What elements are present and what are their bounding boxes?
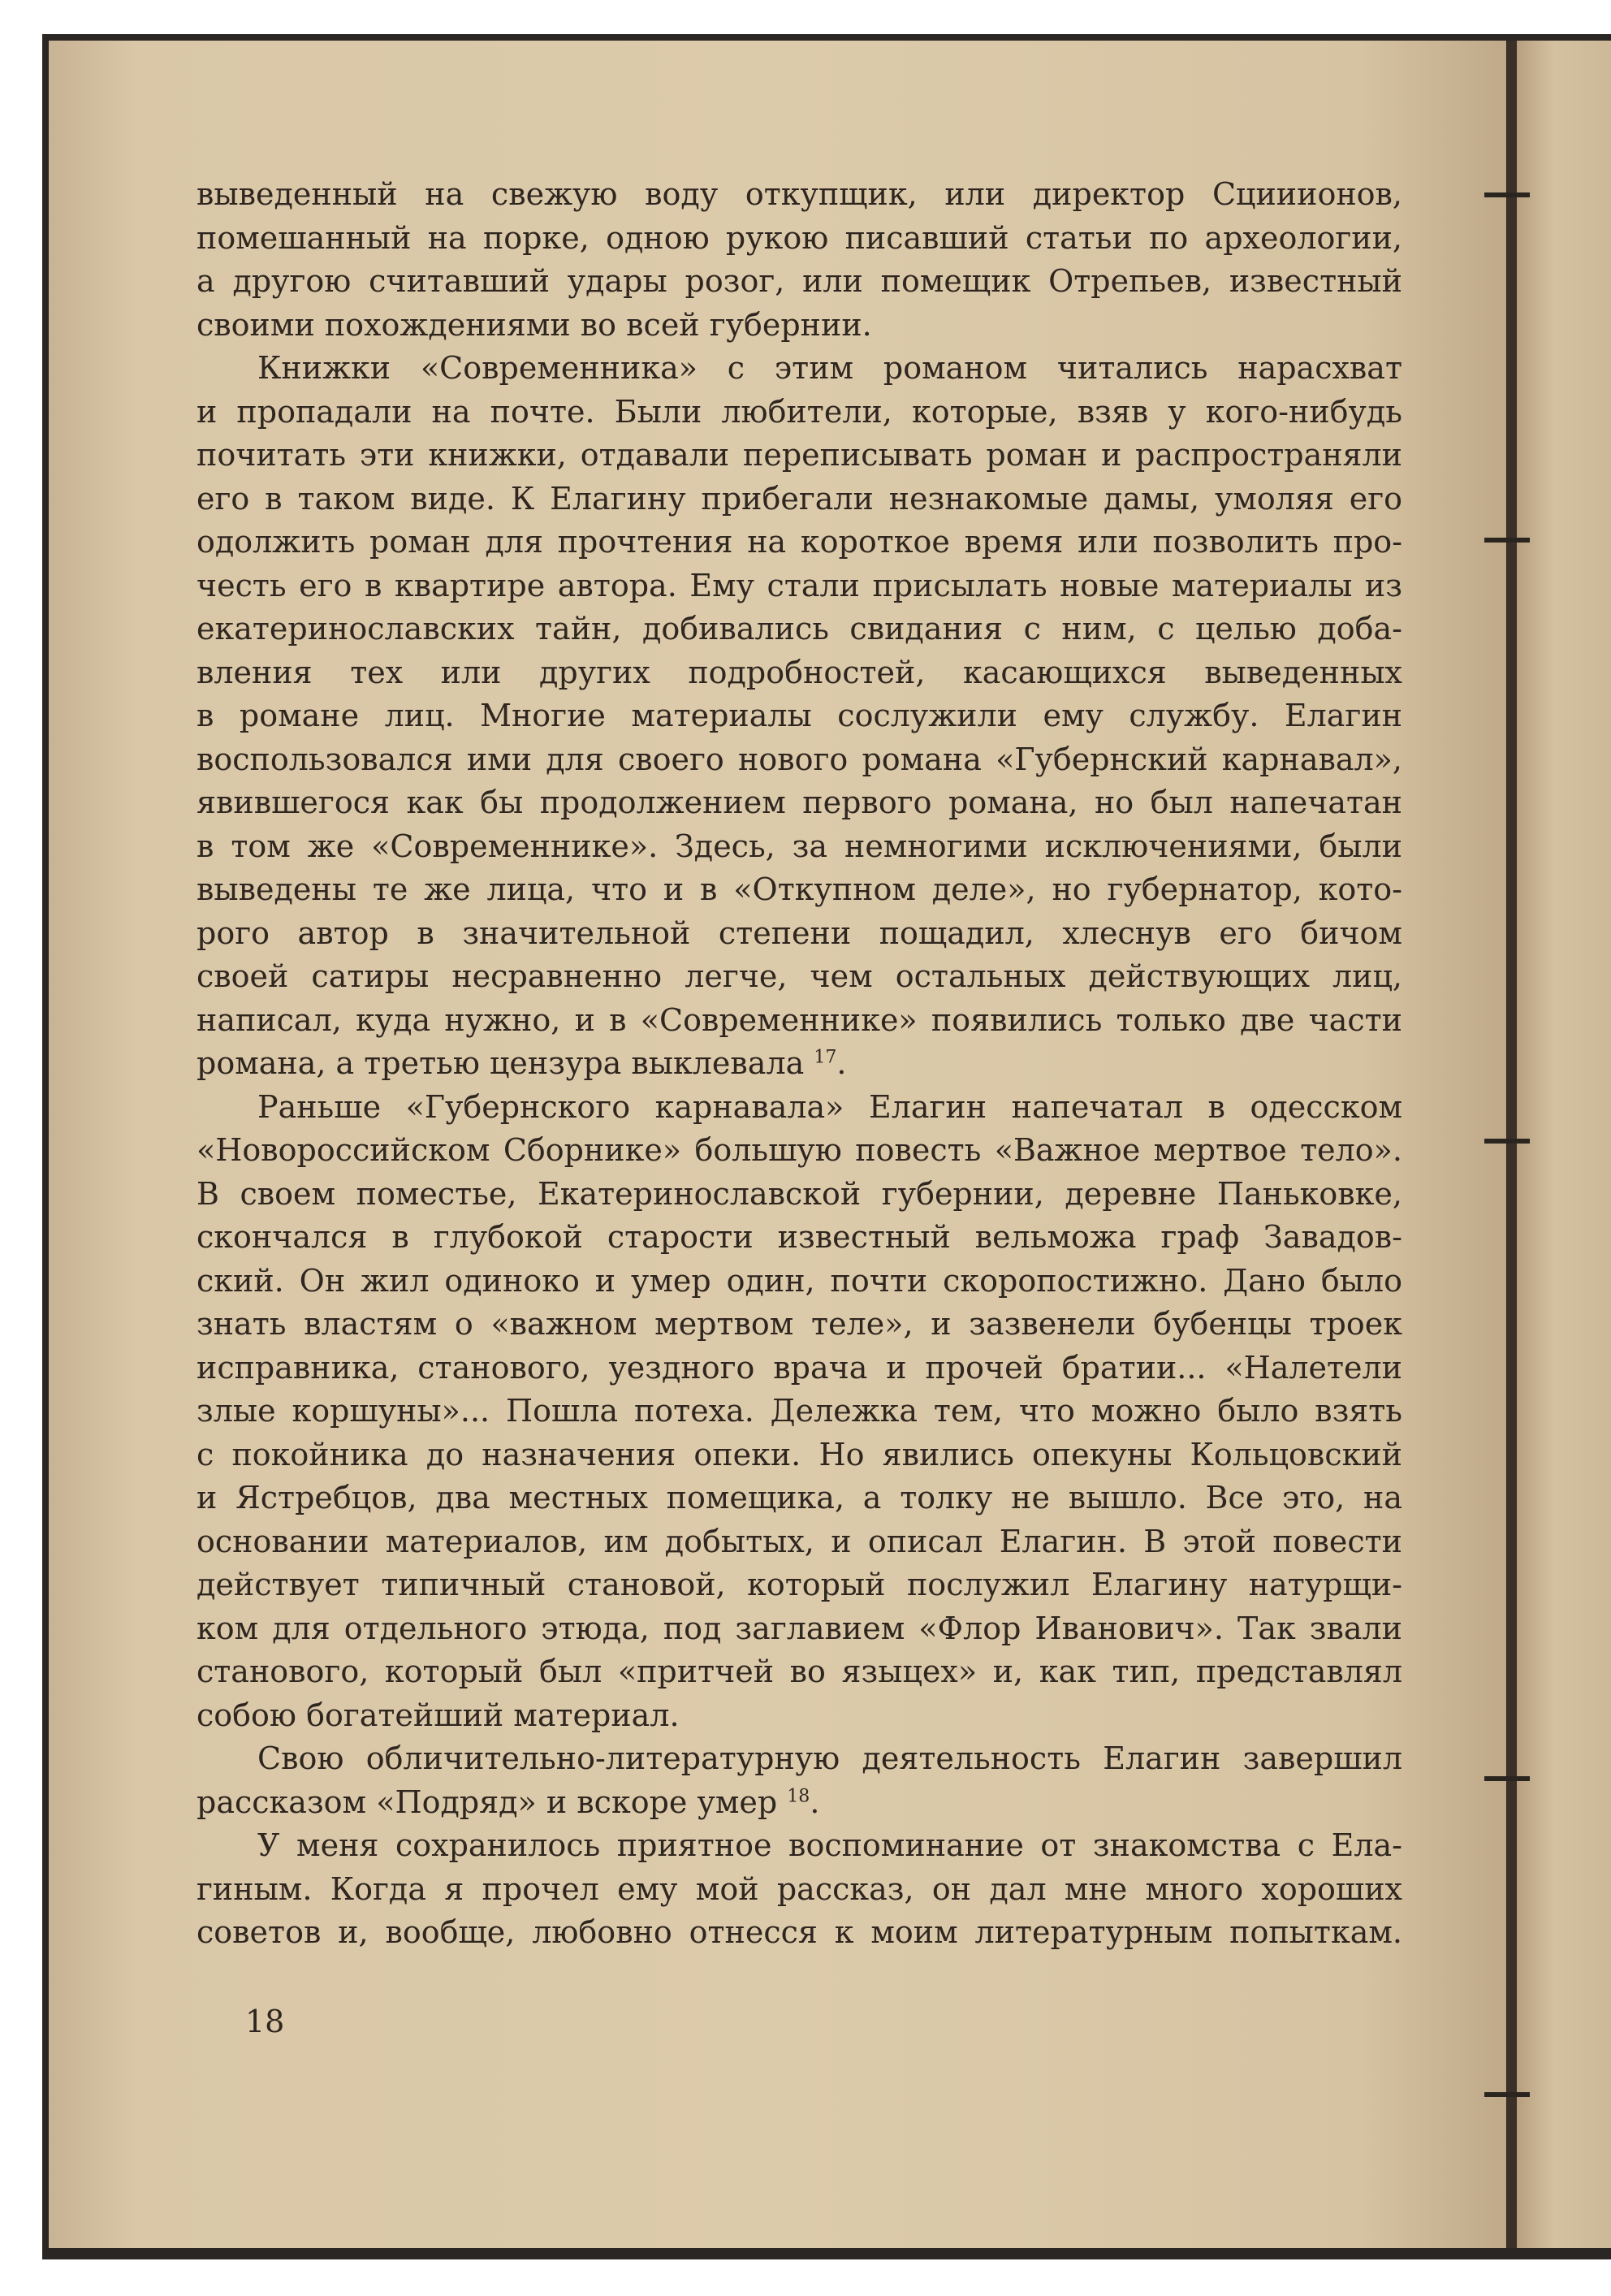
- text-line: [197, 694, 1402, 738]
- text-line: [197, 1216, 1402, 1260]
- text-line-content: с покойника до назначения опеки. Но явились опекуны Кольцовский: [197, 1436, 1402, 1472]
- text-line: [197, 738, 1402, 782]
- text-line: [197, 564, 1402, 608]
- text-line-content: основании материалов, им добытых, и описал Елагин. В этой повести: [197, 1523, 1402, 1559]
- text-line: [197, 260, 1402, 304]
- text-line: [197, 1303, 1402, 1347]
- text-line-content: знать властям о «важном мертвом теле», и зазвенели бубенцы троек: [197, 1306, 1402, 1342]
- trailing-punctuation: .: [836, 1045, 847, 1081]
- text-line-content: собою богатейший материал.: [197, 1697, 680, 1733]
- binding-stitch: [1484, 2092, 1530, 2097]
- text-line-content: действует типичный становой, который послужил Елагину натурщи-: [197, 1567, 1402, 1602]
- text-line: [197, 825, 1402, 869]
- text-line: [197, 217, 1402, 261]
- text-line-content: и Ястребцов, два местных помещика, а толку не вышло. Все это, на: [197, 1480, 1402, 1516]
- text-line: [197, 1694, 1402, 1738]
- body-text: [197, 173, 1402, 1955]
- text-line-content: В своем поместье, Екатеринославской губернии, деревне Паньковке,: [197, 1175, 1402, 1212]
- text-line: [197, 1390, 1402, 1433]
- text-line-content: Свою обличительно-литературную деятельность Елагин завершил: [257, 1740, 1402, 1776]
- text-line: [197, 1260, 1402, 1304]
- text-line: [197, 651, 1402, 695]
- text-line-content: выведены те же лица, что и в «Откупном деле», но губернатор, кото-: [197, 871, 1402, 907]
- footnote-ref: 17: [814, 1047, 837, 1068]
- page-number: 18: [245, 2004, 285, 2039]
- text-line-content: выведенный на свежую воду откупщик, или директор Сцииионов,: [197, 176, 1402, 212]
- text-line: [197, 999, 1402, 1043]
- text-line: [197, 1868, 1402, 1912]
- text-line: [197, 1824, 1402, 1868]
- footnote-ref: 18: [787, 1785, 810, 1806]
- text-line-content: помешанный на порке, одною рукою писавший статьи по археологии,: [197, 219, 1402, 256]
- text-line-content: «Новороссийском Сборнике» большую повесть «Важное мертвое тело».: [197, 1132, 1402, 1168]
- text-line-content: а другою считавший удары розог, или помещик Отрепьев, известный: [197, 263, 1402, 299]
- text-line: [197, 1607, 1402, 1651]
- text-line: [197, 304, 1402, 348]
- text-line-content: гиным. Когда я прочел ему мой рассказ, он дал мне много хороших: [197, 1870, 1402, 1907]
- text-line: [197, 1129, 1402, 1173]
- text-line: [197, 955, 1402, 999]
- text-line-content: в романе лиц. Многие материалы сослужили ему службу. Елагин: [197, 698, 1402, 733]
- text-line-content: почитать эти книжки, отдавали переписывать роман и распространяли: [197, 437, 1402, 473]
- text-line: [197, 1737, 1402, 1781]
- text-line-content: рассказом «Подряд» и вскоре умер: [197, 1784, 778, 1820]
- text-line-content: в том же «Современнике». Здесь, за немногими исключениями, были: [197, 828, 1402, 864]
- binding-stitch: [1484, 192, 1530, 197]
- text-line: [197, 608, 1402, 651]
- text-line: [197, 1173, 1402, 1217]
- text-line: [197, 1477, 1402, 1520]
- text-line: [197, 347, 1402, 391]
- book-gutter: [1507, 41, 1517, 2248]
- text-line: [197, 1650, 1402, 1694]
- text-line: [197, 173, 1402, 217]
- text-line-content: станового, который был «притчей во языцех» и, как тип, представлял: [197, 1654, 1402, 1689]
- text-line-content: написал, куда нужно, и в «Современнике» появились только две части: [197, 1001, 1402, 1038]
- text-line: [197, 1042, 1402, 1086]
- text-line-content: У меня сохранилось приятное воспоминание от знакомства с Ела-: [257, 1827, 1402, 1863]
- text-line-content: романа, а третью цензура выклевала: [197, 1045, 805, 1081]
- text-line-content: злые коршуны»... Пошла потеха. Дележка тем, что можно было взять: [197, 1393, 1402, 1429]
- text-line-content: ский. Он жил одиноко и умер один, почти скоропостижно. Дано было: [197, 1262, 1402, 1299]
- binding-stitch: [1484, 538, 1530, 543]
- text-line: [197, 1520, 1402, 1564]
- text-line-content: рого автор в значительной степени пощадил, хлеснув его бичом: [197, 915, 1402, 951]
- text-line-content: одолжить роман для прочтения на короткое время или позволить про-: [197, 524, 1402, 560]
- text-line: [197, 868, 1402, 912]
- text-line: [197, 434, 1402, 478]
- text-line: [197, 1563, 1402, 1607]
- adjacent-page-edge: [1517, 41, 1611, 2248]
- text-line: [197, 1911, 1402, 1955]
- text-line: [197, 1781, 1402, 1825]
- text-line-content: Раньше «Губернского карнавала» Елагин напечатал в одесском: [257, 1088, 1402, 1125]
- text-line-content: явившегося как бы продолжением первого романа, но был напечатан: [197, 785, 1402, 820]
- text-line-content: его в таком виде. К Елагину прибегали незнакомые дамы, умоляя его: [197, 480, 1402, 517]
- text-line-content: воспользовался ими для своего нового романа «Губернский карнавал»,: [197, 741, 1402, 777]
- text-line-content: екатеринославских тайн, добивались свидания с ним, с целью доба-: [197, 611, 1402, 646]
- text-line: [197, 912, 1402, 956]
- text-line: [197, 521, 1402, 564]
- text-line-content: советов и, вообще, любовно отнесся к моим литературным попыткам.: [197, 1914, 1402, 1950]
- text-line: [197, 1433, 1402, 1477]
- text-line-content: ком для отдельного этюда, под заглавием «Флор Иванович». Так звали: [197, 1610, 1402, 1646]
- text-line-content: Книжки «Современника» с этим романом читались нарасхват: [257, 350, 1402, 386]
- text-line-content: исправника, станового, уездного врача и прочей братии... «Налетели: [197, 1349, 1402, 1386]
- text-line-content: вления тех или других подробностей, касающихся выведенных: [197, 654, 1402, 690]
- text-line-content: и пропадали на почте. Были любители, которые, взяв у кого-нибудь: [197, 393, 1402, 430]
- text-line: [197, 1086, 1402, 1130]
- text-line: [197, 391, 1402, 435]
- text-line: [197, 478, 1402, 521]
- binding-stitch: [1484, 1776, 1530, 1781]
- binding-stitch: [1484, 1139, 1530, 1144]
- text-line-content: своей сатиры несравненно легче, чем остальных действующих лиц,: [197, 958, 1402, 994]
- text-line-content: скончался в глубокой старости известный вельможа граф Завадов-: [197, 1219, 1402, 1255]
- text-line-content: честь его в квартире автора. Ему стали присылать новые материалы из: [197, 567, 1402, 603]
- text-line: [197, 781, 1402, 825]
- text-line-content: своими похождениями во всей губернии.: [197, 306, 872, 343]
- text-line: [197, 1347, 1402, 1390]
- trailing-punctuation: .: [810, 1784, 820, 1820]
